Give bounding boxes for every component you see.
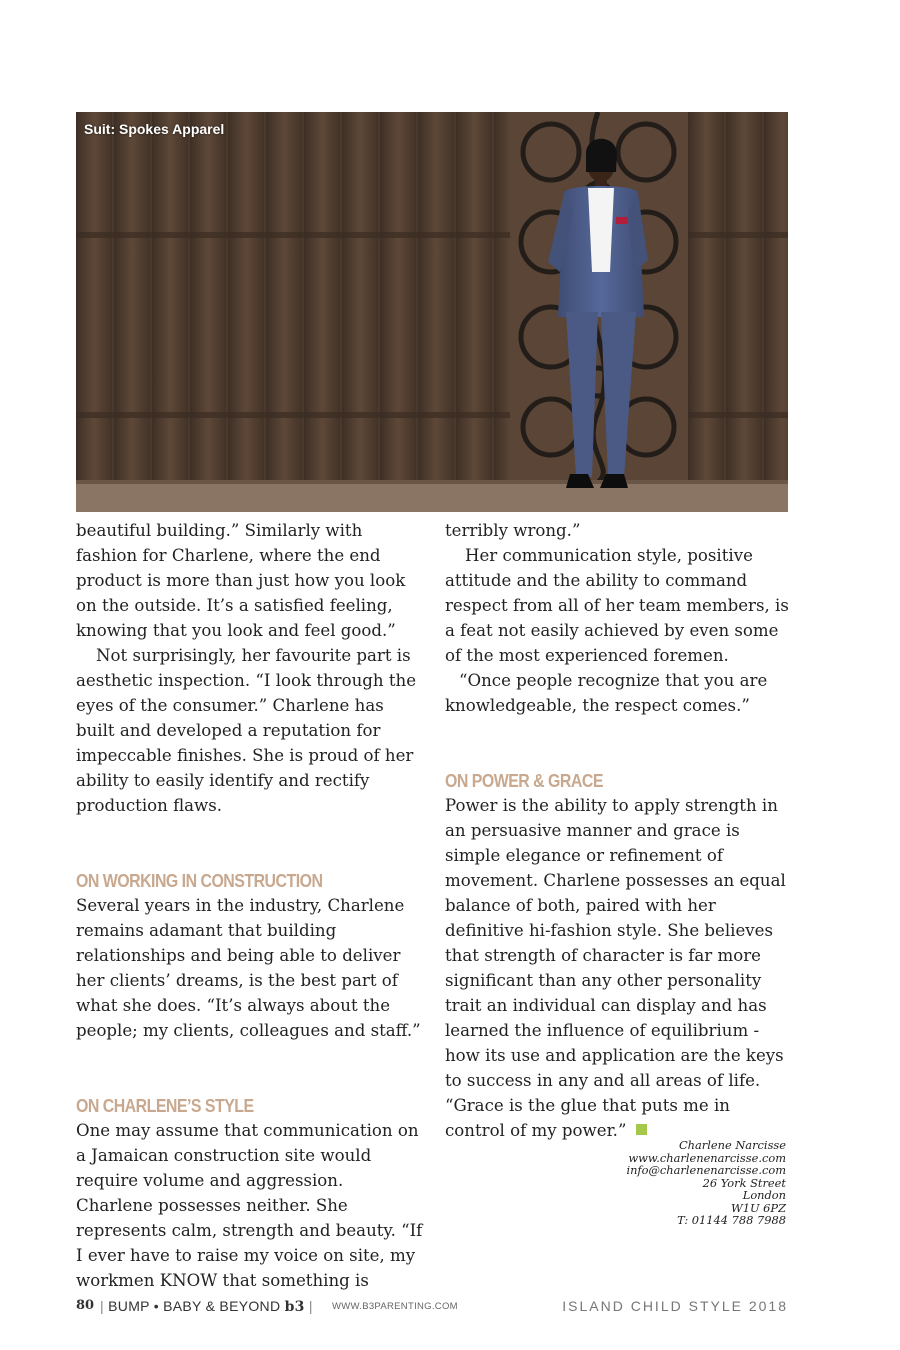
magazine-title: | BUMP • BABY & BEYOND b3 | [100,1298,313,1315]
contact-name: Charlene Narcisse [678,1138,786,1152]
b3-logo: b3 [284,1299,305,1315]
contact-email[interactable]: info@charlenenarcisse.com [626,1163,786,1177]
issue-title: ISLAND CHILD STYLE 2018 [562,1298,788,1314]
right-column [445,518,793,1143]
heading-charlenes-style: ON CHARLENE’S STYLE [76,1095,254,1116]
contact-block [626,1139,786,1227]
contact-street: 26 York Street [702,1175,786,1190]
page-number: 80 [76,1298,95,1313]
page-footer [76,1297,788,1317]
contact-phone: T: 01144 788 7988 [677,1213,786,1227]
magazine-name: BUMP • BABY & BEYOND [108,1298,281,1314]
right-paragraph-2: Her communication style, positive attitude and the ability to command respect from all of her team members, is a feat not easily achieved by even some of the most experienced foremen. [445,546,789,665]
heading-power-and-grace: ON POWER & GRACE [445,770,603,791]
left-paragraph-2: Not surprisingly, her favourite part is aesthetic inspection. “I look through the eyes of the consumer.” Charlene has built and developed a reputation for impeccable finishes. She is proud of her ability to easily identify and rectify production flaws. [76,646,417,815]
left-column [76,518,424,1293]
footer-url[interactable]: WWW.B3PARENTING.COM [332,1301,458,1312]
feature-photo [76,112,788,512]
right-paragraph-1: terribly wrong.” [445,521,581,540]
left-paragraph-4: One may assume that communication on a Jamaican construction site would require volume and aggression. Charlene possesses neither. She represents calm, strength and beauty. “If I ever have to raise my voice on site, my workmen KNOW that something is [76,1121,423,1290]
left-paragraph-1: beautiful building.” Similarly with fashion for Charlene, where the end product is more than just how you look on the outside. It’s a satisfied feeling, knowing that you look and feel good.” [76,521,406,640]
heading-working-in-construction: ON WORKING IN CONSTRUCTION [76,870,323,891]
fence-photo-illustration [76,112,788,512]
right-paragraph-3: “Once people recognize that you are knowledgeable, the respect comes.” [445,671,768,715]
right-paragraph-4-text: Power is the ability to apply strength in an persuasive manner and grace is simple elegance or refinement of movement. Charlene possesses an equal balance of both, paired with her definitive hi-fashion style. She believes that strength of character is far more significant than any other personality trait an individual can display and has learned the influence of equilibrium - how its use and application are the keys to success in any and all areas of life. “Grace is the glue that puts me in control of my power.” [445,796,786,1140]
photo-caption: Suit: Spokes Apparel [84,121,225,137]
contact-website[interactable]: www.charlenenarcisse.com [628,1150,786,1165]
contact-city: London [742,1188,786,1202]
left-paragraph-3: Several years in the industry, Charlene remains adamant that building relationships and being able to deliver her clients’ dreams, is the best part of what she does. “It’s always about the people; my clients, colleagues and staff.” [76,896,421,1040]
right-paragraph-4 [445,793,793,1143]
end-of-article-square-icon [636,1124,647,1135]
contact-postcode: W1U 6PZ [730,1200,786,1215]
